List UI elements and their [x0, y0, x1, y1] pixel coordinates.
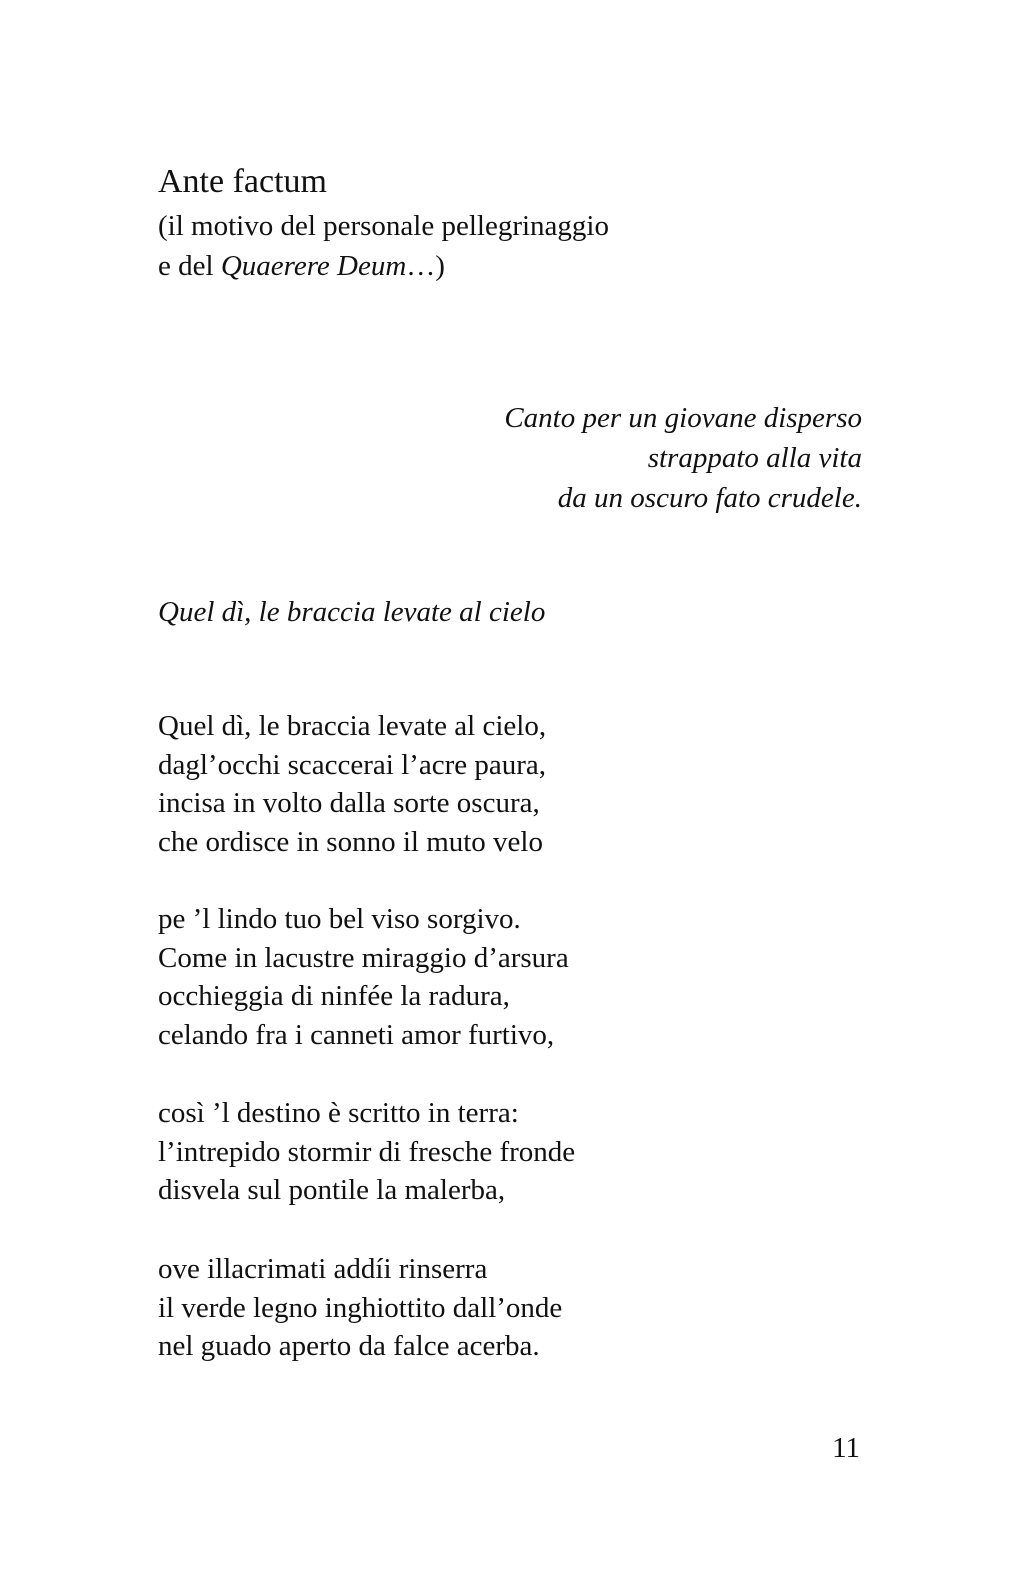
epigraph-line: Canto per un giovane disperso — [504, 402, 862, 434]
subtitle-prefix: e del — [158, 250, 221, 282]
subtitle-suffix: …) — [406, 250, 445, 282]
verse-line: nel guado aperto da falce acerba. — [158, 1330, 540, 1362]
section-title: Ante factum — [158, 163, 327, 200]
subtitle-line: (il motivo del personale pellegrinaggio — [158, 210, 609, 242]
section-subtitle — [158, 206, 609, 286]
verse-line: occhieggia di ninfée la radura, — [158, 980, 510, 1012]
verse-line: Come in lacustre miraggio d’arsura — [158, 941, 569, 974]
epigraph — [504, 398, 862, 518]
verse-line: che ordisce in sonno il muto velo — [158, 825, 543, 858]
verse-line: celando fra i canneti amor furtivo, — [158, 1018, 555, 1051]
verse-line: incisa in volto dalla sorte oscura, — [158, 787, 540, 819]
verse-line: così ’l destino è scritto in terra: — [158, 1097, 519, 1129]
verse-line: il verde legno inghiottito dall’onde — [158, 1291, 563, 1324]
verse-line: l’intrepido stormir di fresche fronde — [158, 1135, 576, 1168]
stanza — [158, 1094, 575, 1210]
verse-line: Quel dì, le braccia levate al cielo, — [158, 710, 547, 742]
epigraph-line: da un oscuro fato crudele. — [557, 482, 862, 514]
verse-line: pe ’l lindo tuo bel viso sorgivo. — [158, 903, 521, 935]
stanza — [158, 1250, 562, 1366]
stanza — [158, 900, 569, 1054]
verse-line: disvela sul pontile la malerba, — [158, 1174, 506, 1206]
verse-line: ove illacrimati addíi rinserra — [158, 1253, 488, 1285]
stanza — [158, 707, 546, 861]
poem-title: Quel dì, le braccia levate al cielo — [158, 596, 546, 628]
epigraph-line: strappato alla vita — [647, 442, 862, 474]
subtitle-line — [158, 246, 609, 286]
verse-line: dagl’occhi scaccerai l’acre paura, — [158, 748, 547, 781]
subtitle-italic-phrase: Quaerere Deum — [220, 250, 407, 282]
page-number: 11 — [832, 1432, 860, 1464]
